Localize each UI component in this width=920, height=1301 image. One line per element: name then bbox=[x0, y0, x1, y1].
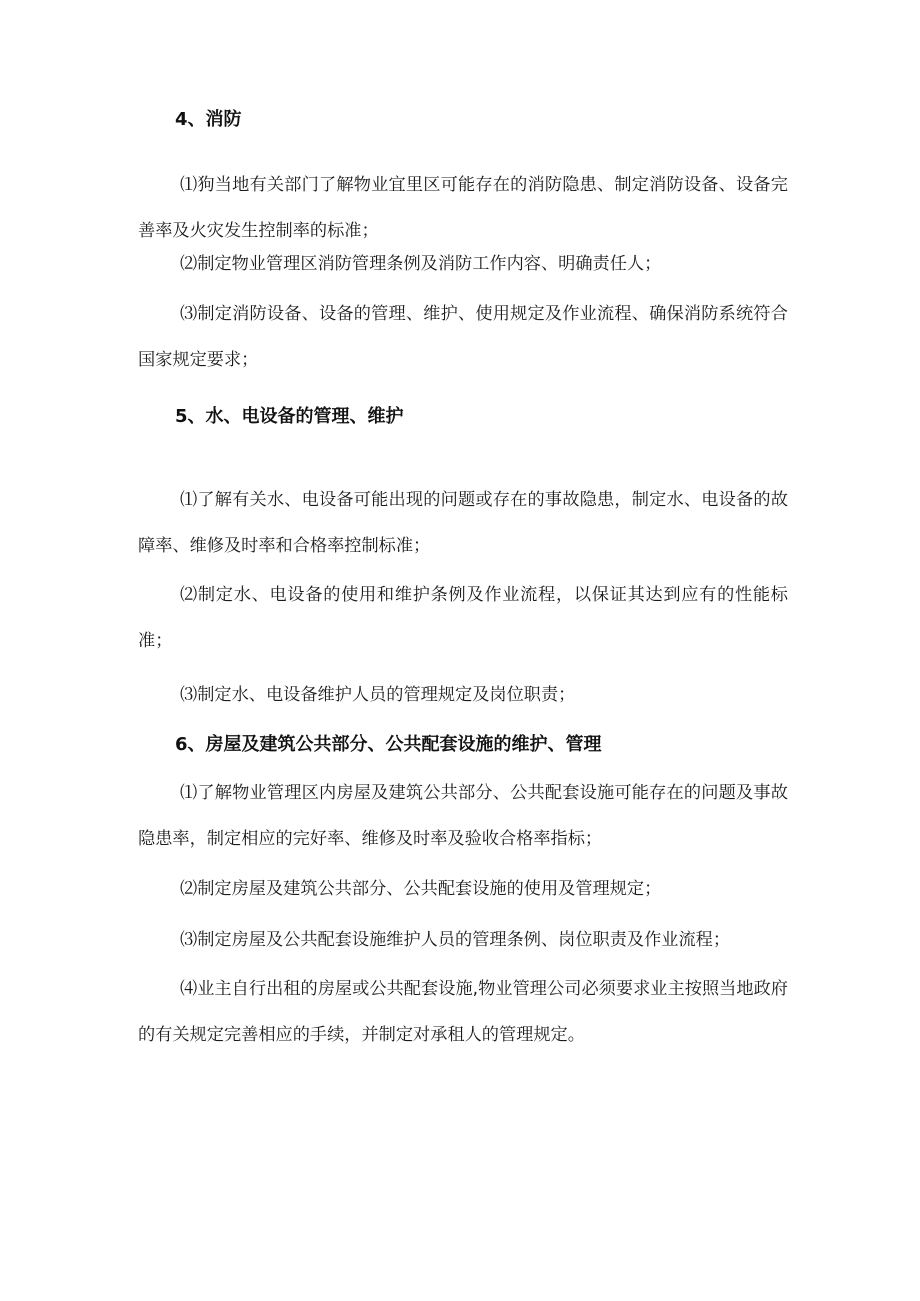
section-heading-fire-safety: 4、消防 bbox=[175, 109, 242, 130]
paragraph-building-4: ⑷业主自行出租的房屋或公共配套设施,物业管理公司必须要求业主按照当地政府的有关规定完善相应的手续，并制定对承租人的管理规定。 bbox=[138, 979, 788, 1045]
paragraph-building-2: ⑵制定房屋及建筑公共部分、公共配套设施的使用及管理规定； bbox=[180, 879, 662, 899]
section-heading-water-electric: 5、水、电设备的管理、维护 bbox=[175, 406, 404, 427]
paragraph-fire-1: ⑴狗当地有关部门了解物业宜里区可能存在的消防隐患、制定消防设备、设备完善率及火灾发生控制率的标准； bbox=[138, 175, 788, 241]
paragraph-fire-3: ⑶制定消防设备、设备的管理、维护、使用规定及作业流程、确保消防系统符合国家规定要求； bbox=[138, 304, 788, 370]
paragraph-water-electric-2: ⑵制定水、电设备的使用和维护条例及作业流程，以保证其达到应有的性能标准； bbox=[138, 585, 788, 651]
paragraph-water-electric-3: ⑶制定水、电设备维护人员的管理规定及岗位职责； bbox=[180, 685, 576, 705]
paragraph-water-electric-1: ⑴了解有关水、电设备可能出现的问题或存在的事故隐患，制定水、电设备的故障率、维修及时率和合格率控制标准； bbox=[138, 490, 788, 556]
paragraph-fire-2: ⑵制定物业管理区消防管理条例及消防工作内容、明确责任人； bbox=[180, 254, 662, 274]
section-heading-building-facilities: 6、房屋及建筑公共部分、公共配套设施的维护、管理 bbox=[175, 734, 602, 755]
paragraph-building-3: ⑶制定房屋及公共配套设施维护人员的管理条例、岗位职责及作业流程； bbox=[180, 930, 731, 950]
paragraph-building-1: ⑴了解物业管理区内房屋及建筑公共部分、公共配套设施可能存在的问题及事故隐患率，制定相应的完好率、维修及时率及验收合格率指标； bbox=[138, 783, 788, 849]
